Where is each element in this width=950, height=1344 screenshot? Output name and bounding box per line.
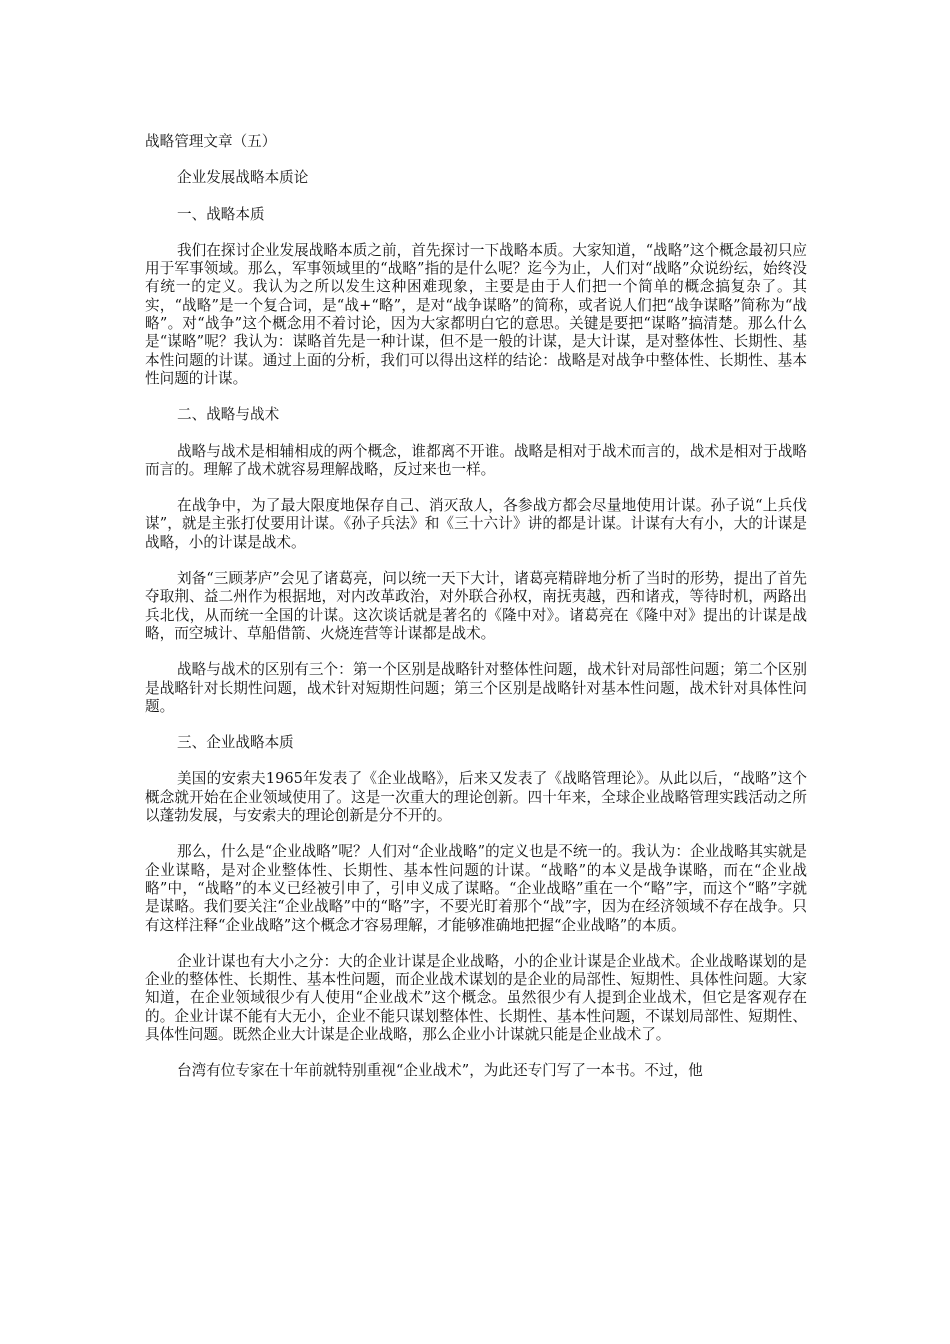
paragraph: 我们在探讨企业发展战略本质之前，首先探讨一下战略本质。大家知道，“战略”这个概念最初只应用于军事领域。那么，军事领域里的“战略”指的是什么呢？迄今为止，人们对“战略”众说纷纭，始终没有统一的定义。我认为之所以发生这种困难现象，主要是由于人们把一个简单的概念搞复杂了。其实，“战略”是一个复合词，是“战+“略”，是对“战争谋略”的简称，或者说人们把“战争谋略”简称为“战略”。对“战争”这个概念用不着讨论，因为大家都明白它的意思。关键是要把“谋略”搞清楚。那么什么是“谋略”呢？我认为：谋略首先是一种计谋，但不是一般的计谋，是大计谋，是对整体性、长期性、基本性问题的计谋。通过上面的分析，我们可以得出这样的结论：战略是对战争中整体性、长期性、基本性问题的计谋。 xyxy=(145,241,807,387)
section-strategy-essence xyxy=(145,206,807,389)
document-title: 战略管理文章（五） xyxy=(145,133,277,150)
paragraph: 那么，什么是“企业战略”呢？人们对“企业战略”的定义也是不统一的。我认为：企业战略其实就是企业谋略，是对企业整体性、长期性、基本性问题的计谋。“战略”的本义是战争谋略，而在“企业战略”中，“战略”的本义已经被引申了，引申义成了谋略。“企业战略”重在一个“略”字，而这个“略”字就是谋略。我们要关注“企业战略”中的“略”字，不要光盯着那个“战”字，因为在经济领域不存在战争。只有这样注释“企业战略”这个概念才容易理解，才能够准确地把握“企业战略”的本质。 xyxy=(145,843,807,934)
paragraph: 台湾有位专家在十年前就特别重视“企业战术”，为此还专门写了一本书。不过，他 xyxy=(177,1062,703,1080)
paragraph: 美国的安索夫1965年发表了《企业战略》，后来又发表了《战略管理论》。从此以后，“战略”这个概念就开始在企业领域使用了。这是一次重大的理论创新。四十年来，全球企业战略管理实践活动之所以蓬勃发展，与安索夫的理论创新是分不开的。 xyxy=(145,770,807,825)
document-page xyxy=(145,133,807,1099)
paragraph: 企业计谋也有大小之分：大的企业计谋是企业战略，小的企业计谋是企业战术。企业战略谋划的是企业的整体性、长期性、基本性问题，而企业战术谋划的是企业的局部性、短期性、具体性问题。大家知道，在企业领域很少有人使用“企业战术”这个概念。虽然很少有人提到企业战术，但它是客观存在的。企业计谋不能有大无小，企业不能只谋划整体性、长期性、基本性问题，不谋划局部性、短期性、具体性问题。既然企业大计谋是企业战略，那么企业小计谋就只能是企业战术了。 xyxy=(145,952,807,1043)
document-subtitle: 企业发展战略本质论 xyxy=(177,169,309,187)
paragraph: 刘备“三顾茅庐”会见了诸葛亮，问以统一天下大计，诸葛亮精辟地分析了当时的形势，提出了首先夺取荆、益二州作为根据地，对内改革政治，对外联合孙权，南抚夷越，西和诸戎，等待时机，两路出兵北伐，从而统一全国的计谋。这次谈话就是著名的《隆中对》。诸葛亮在《隆中对》提出的计谋是战略，而空城计、草船借箭、火烧连营等计谋都是战术。 xyxy=(145,570,807,642)
section-heading: 三、企业战略本质 xyxy=(177,734,294,752)
section-strategy-and-tactics xyxy=(145,406,807,716)
paragraph: 战略与战术是相辅相成的两个概念，谁都离不开谁。战略是相对于战术而言的，战术是相对于战略而言的。理解了战术就容易理解战略，反过来也一样。 xyxy=(145,442,807,478)
paragraph: 战略与战术的区别有三个：第一个区别是战略针对整体性问题，战术针对局部性问题；第二个区别是战略针对长期性问题，战术针对短期性问题；第三个区别是战略针对基本性问题，战术针对具体性问题。 xyxy=(145,661,807,715)
section-heading: 二、战略与战术 xyxy=(177,406,280,424)
section-heading: 一、战略本质 xyxy=(177,205,265,223)
section-enterprise-strategy-essence xyxy=(145,734,807,1080)
paragraph: 在战争中，为了最大限度地保存自己、消灭敌人，各参战方都会尽量地使用计谋。孙子说“上兵伐谋”，就是主张打仗要用计谋。《孙子兵法》和《三十六计》讲的都是计谋。计谋有大有小，大的计谋是战略，小的计谋是战术。 xyxy=(145,497,807,551)
